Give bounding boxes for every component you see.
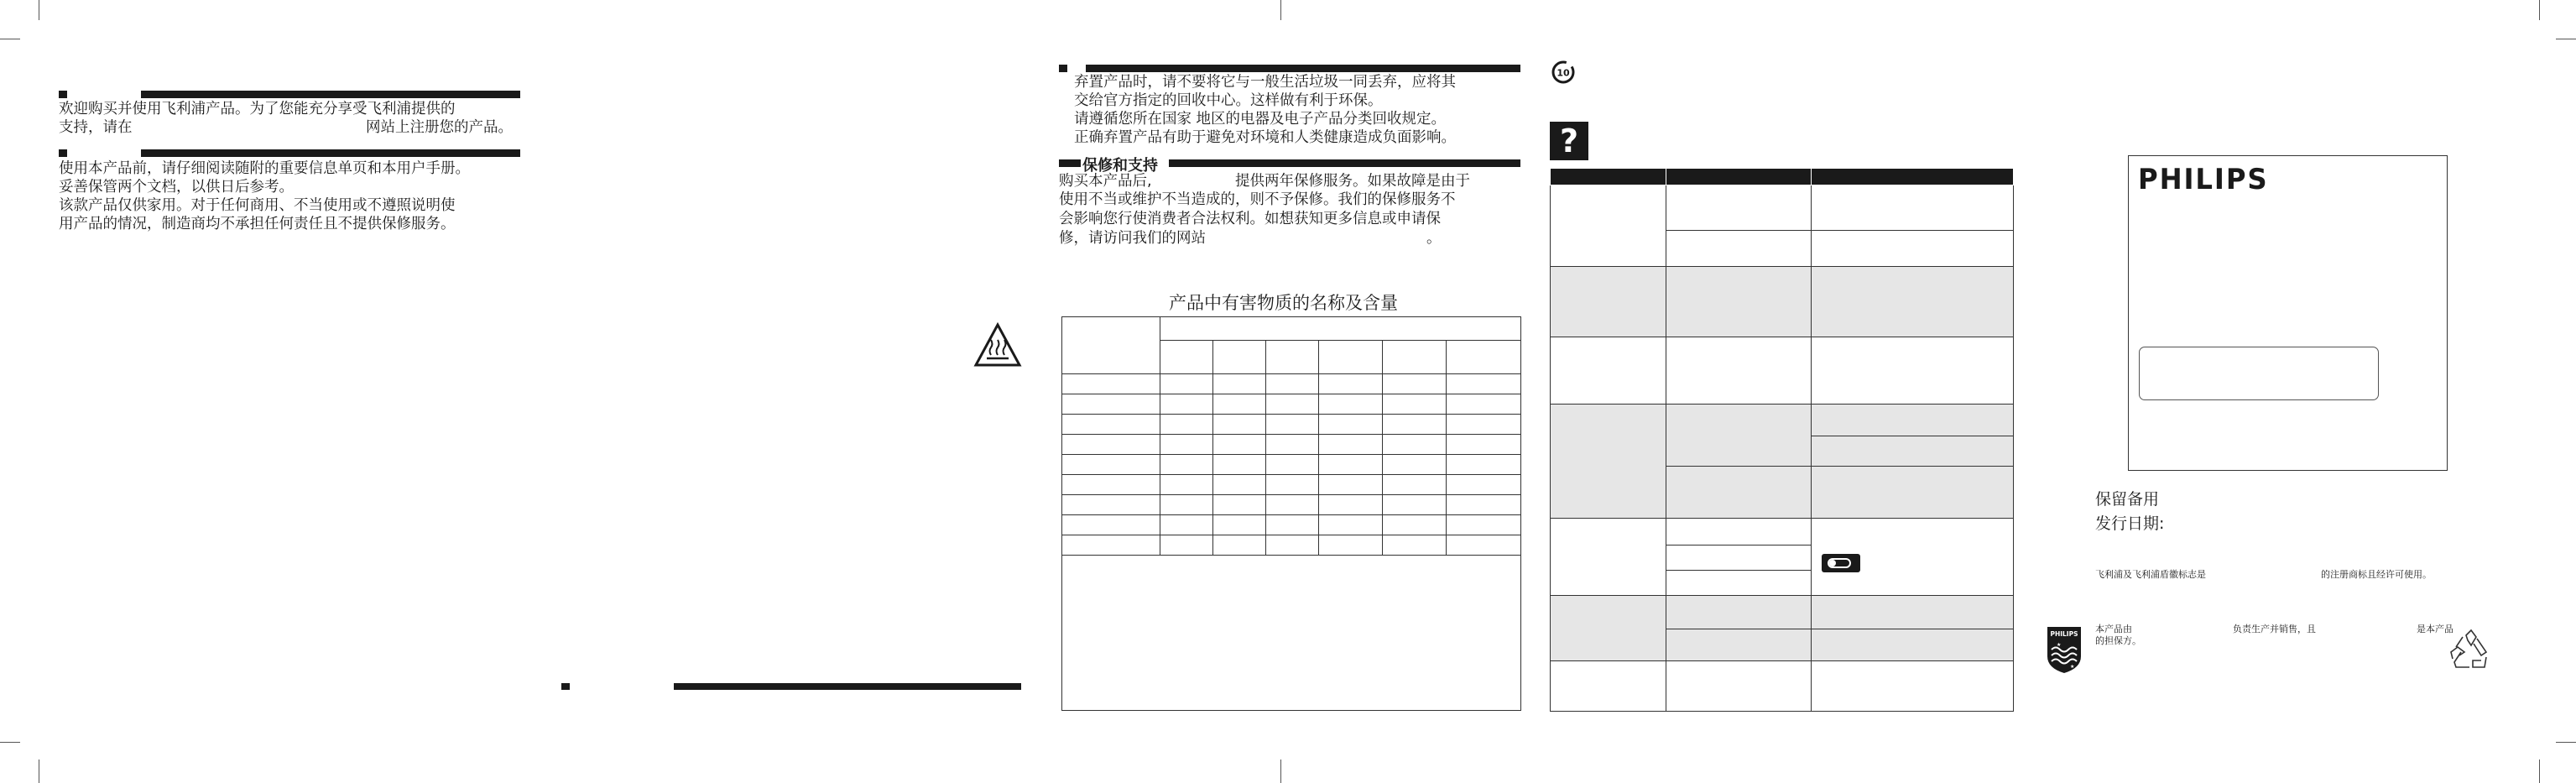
table-cell (1266, 341, 1319, 374)
section-rule (1059, 159, 1081, 167)
philips-shield-icon (2045, 624, 2083, 675)
table-row (1551, 661, 2014, 712)
table-row (1062, 394, 1521, 415)
footer-text-a: 本产品由 (2095, 624, 2132, 634)
table-cell (1447, 341, 1521, 374)
environment-line-4: 正确弃置产品有助于避免对环境和人类健康造成负面影响。 (1074, 129, 1456, 146)
empty-section-rule (674, 683, 1021, 690)
section-rule (1086, 65, 1520, 72)
table-cell (1160, 341, 1213, 374)
crop-mark (0, 742, 20, 743)
recycle-icon (2448, 627, 2495, 674)
keep-for-reference: 保留备用 (2095, 490, 2160, 509)
label-box (2139, 347, 2379, 400)
welcome-line-2b: 网站上注册您的产品。 (366, 119, 513, 136)
table-header-row (1551, 169, 2014, 185)
svg-text:★: ★ (2070, 664, 2075, 670)
hot-surface-warning-icon (973, 322, 1022, 368)
question-icon: ? (1550, 122, 1588, 160)
toggle-switch-icon (1822, 554, 1860, 572)
table-row (1551, 519, 2014, 545)
empty-section-marker (561, 683, 570, 690)
important-line-2: 妥善保管两个文档，以供日后参考。 (59, 179, 294, 196)
warranty-line-1b: 提供两年保修服务。如果故障是由于 (1235, 173, 1470, 190)
footer-text-c: 是本产品 (2417, 624, 2453, 634)
table-row (1062, 435, 1521, 455)
section-marker (59, 91, 67, 98)
issue-date-label: 发行日期: (2095, 514, 2165, 533)
table-row (1551, 405, 2014, 436)
crop-mark (1280, 760, 1281, 783)
section-marker (59, 149, 67, 157)
warranty-line-4b: 。 (1426, 230, 1442, 247)
table-row (1551, 185, 2014, 231)
trademark-text-b: 的注册商标且经许可使用。 (2321, 569, 2432, 580)
crop-mark (2539, 760, 2540, 783)
environment-line-3: 请遵循您所在国家 地区的电器及电子产品分类回收规定。 (1074, 111, 1447, 128)
warranty-line-2: 使用不当或维护不当造成的，则不予保修。我们的保修服务不 (1059, 191, 1456, 208)
warranty-line-1a: 购买本产品后, (1059, 173, 1152, 190)
eco-years-label: 10 (1557, 67, 1570, 79)
environment-line-2: 交给官方指定的回收中心。这样做有利于环保。 (1074, 92, 1383, 109)
trademark-text-a: 飞利浦及飞利浦盾徽标志是 (2095, 569, 2206, 580)
table-row (1551, 267, 2014, 337)
hazard-table (1061, 316, 1521, 711)
table-cell (1319, 341, 1383, 374)
important-line-1: 使用本产品前，请仔细阅读随附的重要信息单页和本用户手册。 (59, 160, 470, 177)
footer-text-d: 的担保方。 (2095, 635, 2141, 646)
welcome-line-2a: 支持，请在 (59, 119, 133, 136)
table-row (1062, 415, 1521, 435)
warranty-line-3: 会影响您行使消费者合法权利。如想获知更多信息或申请保 (1059, 211, 1441, 227)
table-row (1062, 455, 1521, 475)
crop-mark (2556, 742, 2576, 743)
section-rule (141, 149, 520, 157)
table-row (1062, 374, 1521, 394)
troubleshooting-table (1550, 168, 2014, 712)
table-row (1551, 337, 2014, 405)
eco-10-year-icon (1551, 60, 1576, 85)
footer-text-b: 负责生产并销售，且 (2233, 624, 2316, 634)
important-line-3: 该款产品仅供家用。对于任何商用、不当使用或不遵照说明使 (59, 197, 456, 214)
philips-logo: PHILIPS (2138, 163, 2269, 196)
table-cell (1383, 341, 1447, 374)
table-row (1062, 495, 1521, 515)
table-footnote-row (1062, 556, 1521, 711)
environment-line-1: 弃置产品时，请不要将它与一般生活垃圾一同丢弃，应将其 (1074, 74, 1456, 91)
warranty-heading: 保修和支持 (1082, 157, 1158, 175)
table-row (1551, 596, 2014, 629)
svg-text:★: ★ (2057, 642, 2062, 648)
crop-mark (2539, 0, 2540, 20)
hazard-table-title: 产品中有害物质的名称及含量 (1169, 293, 1398, 313)
section-marker (1059, 65, 1067, 72)
section-rule (141, 91, 520, 98)
welcome-line-1: 欢迎购买并使用飞利浦产品。为了您能充分享受飞利浦提供的 (59, 101, 456, 117)
cover-box (2128, 155, 2448, 471)
table-row (1062, 475, 1521, 495)
table-cell (1062, 317, 1160, 374)
crop-mark (1280, 0, 1281, 20)
section-rule (1169, 159, 1520, 167)
warranty-line-4a: 修，请访问我们的网站 (1059, 230, 1206, 247)
table-row (1062, 515, 1521, 535)
table-row (1062, 535, 1521, 556)
shield-label: PHILIPS (2050, 630, 2078, 638)
table-cell (1160, 317, 1521, 341)
table-cell (1213, 341, 1266, 374)
important-line-4: 用产品的情况，制造商均不承担任何责任且不提供保修服务。 (59, 216, 456, 232)
